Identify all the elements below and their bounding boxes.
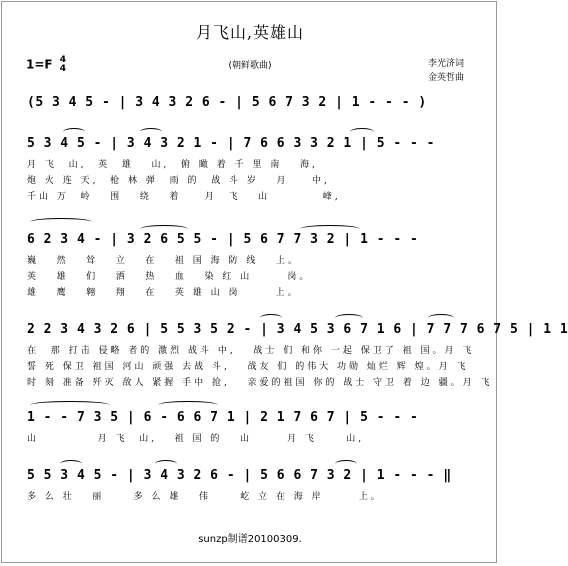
system-5-lyric-1: 多 么 壮 丽 多 么 雄 伟 屹 立 在 海 岸 上。 bbox=[27, 492, 383, 502]
slur bbox=[158, 401, 218, 409]
lyricist-credit: 李光济词 bbox=[427, 59, 464, 69]
system-2-notes: 6 2 3 4 - | 3 2 6 5 5 - | 5 6 7 7 3 2 | 1 - - - bbox=[27, 232, 419, 247]
composer-credit: 金英哲曲 bbox=[427, 73, 464, 83]
slur bbox=[140, 128, 162, 136]
genre-label: (朝鲜歌曲) bbox=[228, 61, 272, 71]
system-4-notes: 1 - - 7 3 5 | 6 - 6 6 7 1 | 2 1 7 6 7 | 5 - - - bbox=[27, 410, 419, 425]
system-2-lyric-1: 巍 然 耸 立 在 祖 国 海 防 线 上。 bbox=[27, 256, 300, 266]
slur bbox=[335, 314, 363, 322]
slur bbox=[350, 128, 374, 136]
system-1-lyric-1: 月 飞 山, 英 雄 山, 俯 瞰 着 千 里 南 海, bbox=[27, 160, 318, 170]
system-2-lyric-2: 英 雄 们 洒 热 血 染 红 山 岗。 bbox=[27, 272, 312, 282]
system-3-lyric-1: 在 那 打击 侵略 者的 激烈 战斗 中, 战士 们 和你 一起 保卫了 祖 国。月 飞 bbox=[27, 346, 475, 356]
system-5-notes: 5 5 3 4 5 - | 3 4 3 2 6 - | 5 6 6 7 3 2 | 1 - - - ‖ bbox=[27, 468, 452, 483]
slur bbox=[60, 460, 82, 468]
song-title: 月飞山,英雄山 bbox=[195, 23, 305, 42]
system-4-lyric-1: 山 月 飞 山, 祖 国 的 山 月 飞 山, bbox=[27, 434, 365, 444]
slur bbox=[155, 460, 177, 468]
slur bbox=[63, 128, 85, 136]
time-beats: 4 bbox=[59, 55, 67, 65]
system-3-notes: 2 2 3 4 3 2 6 | 5 5 3 5 2 - | 3 4 5 3 6 7 1 6 | 7 7 7 6 7 5 | 1 1 bbox=[27, 322, 568, 337]
slur bbox=[335, 460, 357, 468]
slur bbox=[428, 314, 454, 322]
system-1-lyric-2: 炮 火 连 天, 枪 林 弹 雨 的 战 斗 岁 月 中, bbox=[27, 176, 330, 186]
system-2-lyric-3: 雄 鹰 翱 翔 在 英 雄 山 岗 上。 bbox=[27, 288, 300, 298]
system-3-lyric-3: 时 刻 准备 歼灭 敌人 紧握 手中 抢, 亲爱的祖国 你的 战士 守卫 着 边 疆。月 飞 bbox=[27, 378, 493, 388]
slur bbox=[260, 314, 282, 322]
key-label: 1=F bbox=[26, 57, 53, 72]
system-1-lyric-3: 千山 万 岭 围 绕 着 月 飞 山 峰, bbox=[27, 192, 341, 202]
transcriber-signature: sunzp制谱20100309. bbox=[198, 534, 302, 545]
system-1-notes: 5 3 4 5 - | 3 4 3 2 1 - | 7 6 6 3 3 2 1 | 5 - - - bbox=[27, 136, 436, 151]
slur bbox=[30, 401, 110, 409]
intro-notes: (5 3 4 5 - | 3 4 3 2 6 - | 5 6 7 3 2 | 1 - - - ) bbox=[27, 95, 427, 110]
time-unit: 4 bbox=[59, 64, 67, 74]
system-3-lyric-2: 誓 死 保卫 祖国 河山 顽强 去战 斗, 战友 们 的伟大 功勋 灿烂 辉 煌。月 飞 bbox=[27, 362, 469, 372]
slur bbox=[30, 218, 92, 226]
